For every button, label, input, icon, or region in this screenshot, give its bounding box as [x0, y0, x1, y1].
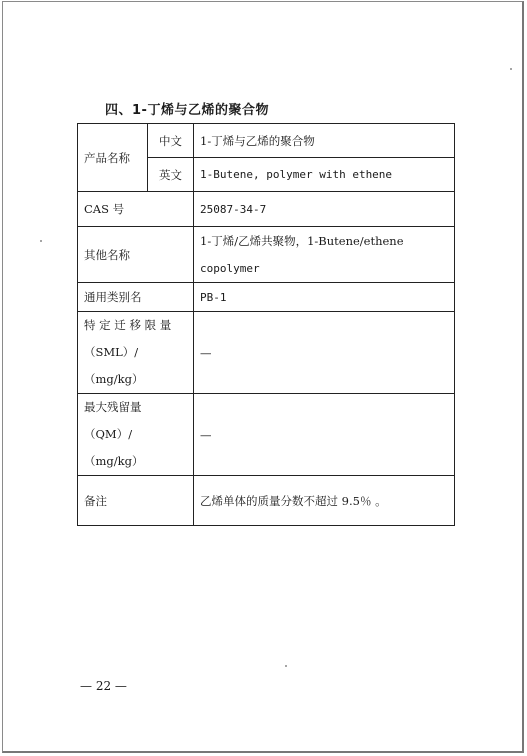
english-label: 英文 [148, 158, 194, 192]
qm-value: — [194, 394, 455, 476]
category-value: PB-1 [194, 283, 455, 312]
substance-spec-table [77, 123, 455, 526]
sml-label-line-2: （SML）/（mg/kg） [84, 345, 144, 386]
table-row [78, 394, 455, 476]
scan-speck [40, 240, 42, 242]
scan-speck [285, 665, 287, 667]
english-name-value: 1-Butene, polymer with ethene [194, 158, 455, 192]
sml-label [78, 312, 194, 394]
table-row [78, 312, 455, 394]
table-row [78, 476, 455, 526]
cas-label: CAS 号 [78, 192, 194, 227]
table-row [78, 283, 455, 312]
other-names-value [194, 227, 455, 283]
other-names-line-2: copolymer [200, 261, 260, 275]
qm-label [78, 394, 194, 476]
category-label: 通用类别名 [78, 283, 194, 312]
table-row [78, 124, 455, 158]
qm-label-line-1: 最大残留量（QM）/ [84, 400, 142, 441]
sml-label-line-1: 特 定 迁 移 限 量 [84, 318, 172, 332]
scan-speck [510, 68, 512, 70]
page-number: — 22 — [80, 679, 127, 693]
other-names-label: 其他名称 [78, 227, 194, 283]
cas-value: 25087-34-7 [194, 192, 455, 227]
sml-value: — [194, 312, 455, 394]
chinese-name-value: 1-丁烯与乙烯的聚合物 [194, 124, 455, 158]
section-title: 四、1-丁烯与乙烯的聚合物 [105, 103, 269, 118]
table-row [78, 192, 455, 227]
chinese-label: 中文 [148, 124, 194, 158]
notes-label: 备注 [78, 476, 194, 526]
notes-value: 乙烯单体的质量分数不超过 9.5％ 。 [194, 476, 455, 526]
table-row [78, 227, 455, 283]
other-names-line-1: 1-丁烯/乙烯共聚物，1-Butene/ethene [200, 233, 404, 248]
product-name-label: 产品名称 [78, 124, 148, 192]
qm-label-line-2: （mg/kg） [84, 454, 144, 468]
